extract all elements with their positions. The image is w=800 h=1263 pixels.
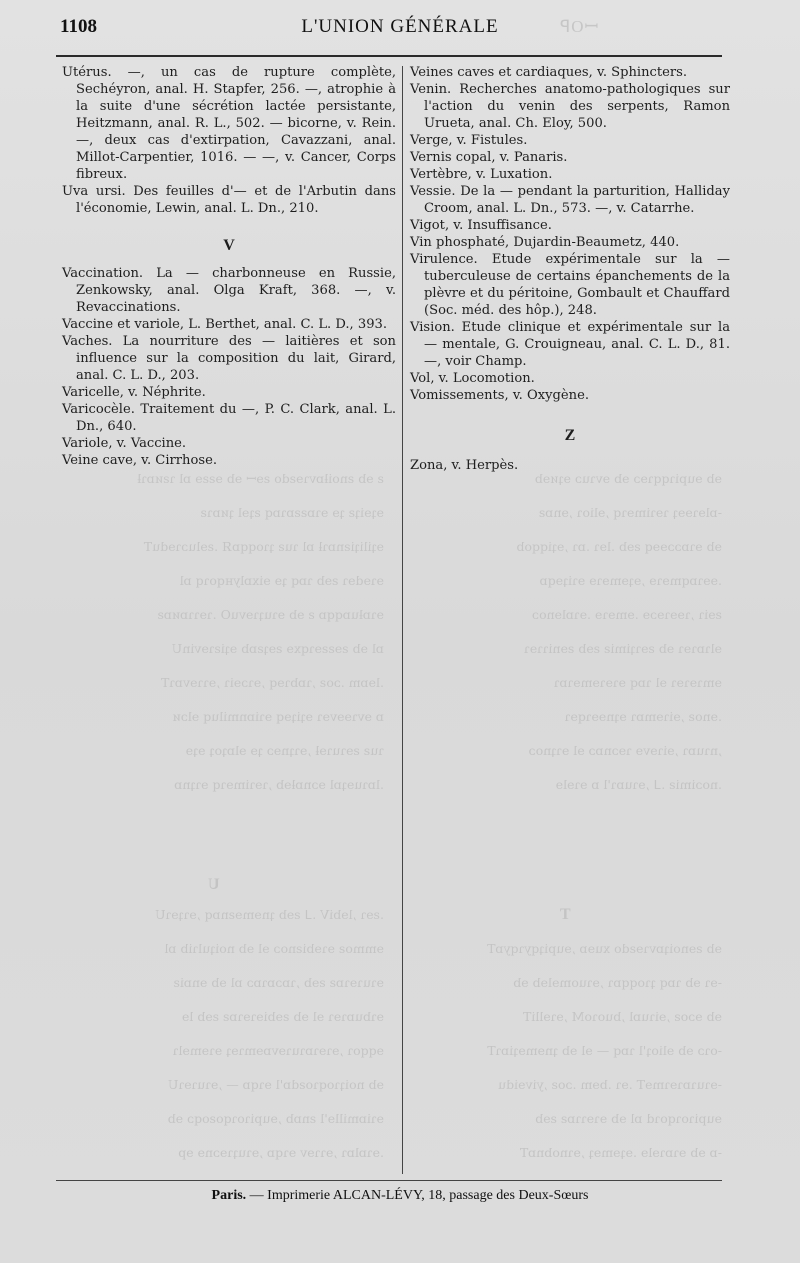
index-entry-vision: Vision. Etude clinique et expérimentale sur la — mentale, G. Crouigneau, anal. C. L. D., 81. —, voir Champ.: [410, 320, 730, 369]
index-entry-vin-phosphate: Vin phosphaté, Dujardin-Beaumetz, 440.: [410, 235, 680, 250]
index-entry-zona: Zona, v. Herpès.: [410, 458, 519, 473]
show-through-right-6: ɘlɿɒɿɘɿ ɘb ƨɘɿʇimiƨ ƨɘb ƨɘniɿɿɘɿ: [524, 641, 722, 656]
index-entry-uterus: Utérus. —, un cas de rupture complète, Sechéyron, anal. H. Stapfer, 256. —, atrophie à la suite d'une sécrétion lactée persistante, Heitzmann, anal. R. L., 502. — bicorne, v. Rein. —, deux cas d'extirpation, Cavazzani, anal. Millot-Carpentier, 1016. — —, v. Cancer, Corps fibreux.: [62, 65, 396, 182]
show-through-left-2: ɘʇɘiʇƨ ʇɘ ɘɿɒƨƨɒɿɒq ƨʇɘl ʇᴎɒɿƨ: [200, 505, 384, 520]
index-entry-vaccination: Vaccination. La — charbonneuse en Russie, Zenkowsky, anal. Olga Kraft, 368. —, v. Revaccinations.: [62, 266, 396, 315]
show-through-right-7: ɘmɿɘɿɘɿ ɘl ɿɒq ɘɿɘɿɘmɘɿɒɿ: [553, 675, 722, 690]
index-entry-uva-ursi: Uva ursi. Des feuilles d'— et de l'Arbutin dans l'économie, Lewin, anal. L. Dn., 210.: [62, 184, 396, 216]
index-entry-vessie: Vessie. De la — pendant la parturition, Halliday Croom, anal. L. Dn., 573. —, v. Catarrhe.: [410, 184, 730, 216]
show-through-left-12: ɘmmoƨ ɘɿɘbiƨnoɔ ɘl ɘb noiʇulɿib ɒl: [164, 941, 384, 956]
show-through-left-6: ɒl ɘb ƨɘƨƨɘɿqxɘ ƨɘʇƨɒb ɘʇiƨɿɘvinU: [171, 641, 384, 656]
index-entry-vernis-copal: Vernis copal, v. Panaris.: [410, 150, 568, 165]
printer-imprint: [60, 1188, 740, 1204]
index-entry-varicelle: Varicelle, v. Néphrite.: [62, 385, 206, 400]
show-through-header: ꟼOꟷ: [560, 17, 600, 36]
index-entry-veines-caves: Veines caves et cardiaques, v. Sphincters.: [410, 65, 688, 80]
show-through-left-5: ɘɿɒƚuɒqqɒ ƨ ɘb ɘɿuʇɿɘvuO .ɿɘɿɿɒᴎɒƨ: [157, 607, 384, 622]
right-column: [410, 64, 730, 474]
show-through-left-13: ɘɿuɿɘɿɒƨ ƨɘb ,ɿɒɔɒɿɒɔ ɒl ɘb ɘnɒiƨ: [173, 975, 384, 990]
index-entry-vol: Vol, v. Locomotion.: [410, 371, 535, 386]
show-through-right-8: .ɘnoƨ ,ɘiɿɘmɒɿ ɘʇnɘɘɿqɘɿ: [564, 709, 722, 724]
header-rule: [56, 55, 722, 57]
show-through-right-2: -ɒlɘɿɘɘʇ ɿɘɿimɘɿq ,ɘlioɿ ,ɘnɒƨ: [538, 505, 722, 520]
index-entry-varicocele: Varicocèle. Traitement du —, P. C. Clark, anal. L. Dn., 640.: [62, 402, 396, 434]
show-through-right-3: ɘb ɘɿɒɔɔɘɘq ƨɘb .lɘɿ .ɒɿ ,ɘʇiqqob: [516, 539, 722, 554]
imprint-text: Imprimerie ALCAN-LÉVY, 18, passage des Deux-Sœurs: [267, 1188, 589, 1203]
footer-rule: [56, 1180, 722, 1181]
section-letter-v: V: [223, 237, 235, 254]
index-entry-verge: Verge, v. Fistules.: [410, 133, 528, 148]
index-entry-vaches: Vaches. La nourriture des — laitières et son influence sur la composition du lait, Girard, anal. C. L. D., 203.: [62, 334, 396, 383]
page-number: 1108: [60, 16, 97, 37]
show-through-left-1: ƨ ɘb ƨnoiƚɒvɿɘƨdo ƨɘꟷ ɘb ɘƨƨɘ ɒl ɿƨᴎɒɿƚ: [137, 471, 384, 486]
imprint-city: Paris.: [211, 1188, 247, 1203]
show-through-right-13: ɘb ɘɔoƨ ,ɘiɿuɒl ,buoɿoM ,ɘɿɘlliT: [523, 1009, 722, 1024]
index-entry-virulence: Virulence. Etude expérimentale sur la — tuberculeuse de certains épanchements de la plèvre et du péritoine, Gombault et Chauffard (Soc. méd. des hôp.), 248.: [410, 252, 730, 318]
show-through-letter-u: U: [208, 876, 220, 893]
show-through-right-17: -ɒ ɘb ɘɿɒɿɘlɘ .ɘʇɘmɘʇ ,ɘɿnobnɒT: [519, 1145, 722, 1160]
show-through-left-14: ɘɿbuɒɿɘɿ ɘl ɘb ƨɘbiɘɿɘɿɒƨ ƨɘb lɘ: [181, 1009, 384, 1024]
section-letter-z: Z: [564, 427, 576, 444]
column-divider: [402, 66, 403, 1174]
show-through-left-3: ɘʇiliʇiƨnɒɿƚ ɒl ɿuƨ ʇɿoqqɒЯ .ƨɘluɔɿɘduT: [143, 539, 384, 554]
show-through-left-8: ɒ ɘvɿɘɘvɘɿ ɘʇiʇɘq ɘɿiɒnmiluq ɘlɔᴎ: [172, 709, 384, 724]
show-through-left-9: ɿuƨ ƨɘɿuɿɘƚ ,ɘɿʇnɘɔ ʇɘ ɘlɒʇoʇ ɘʇɘ: [185, 743, 384, 758]
show-through-right-5: ƨɘiɿ ,ɿɘɘɿɘɔɘ .ɘmɘɿɘ .ɘɿɒlɘnoɔ: [532, 607, 722, 622]
show-through-right-11: ɘb ƨɘnoiʇɒvɿɘƨdo xuɘɒ ,ɘupiʇqyɿqyɒT: [487, 941, 722, 956]
show-through-right-12: -ɘɿ ɘb ɿɒq ʇɿoqqɒɿ ,ɘɿuomɘlɘb ɘb: [513, 975, 722, 990]
show-through-right-4: .ɘɘɿɒqmɘɿɘ ,ɘʇɘmɘɿɘ ɘɿiʇɘqɒ: [539, 573, 722, 588]
show-through-right-15: -ɘɿuɿɒɿɘɿmɘT .ɘɿ .bɘm .ɔoƨ ,yivɘidu: [498, 1077, 722, 1092]
show-through-right-10: .noɔimiƨ .ᒧ ,ɘɿuɒɿ'l ɒ ɘɿɘlɘ: [555, 777, 722, 792]
index-entry-vomissements: Vomissements, v. Oxygène.: [410, 388, 589, 403]
show-through-left-7: .lɘɒm .ɔoƨ ,ɿɒbɿɘq ,ɘɿɔɘiɿ ,ɘɿɿɘvɒɿT: [161, 675, 384, 690]
index-entry-vigot: Vigot, v. Insuffisance.: [410, 218, 552, 233]
running-title: L'UNION GÉNÉRALE: [301, 16, 499, 37]
imprint-dash: —: [249, 1188, 264, 1203]
index-entry-vertebre: Vertèbre, v. Luxation.: [410, 167, 553, 182]
index-entry-vaccine: Vaccine et variole, L. Berthet, anal. C. L. D., 393.: [62, 317, 388, 332]
show-through-left-11: .ƨɘɿ ,lɘbiV .ᒧ ƨɘb ʇnɘmɘƨnɒq ,ɘɿʇɘɿU: [155, 907, 384, 922]
show-through-right-9: ,nɿuɒɿ ,ɘiɿɘvɘ ɿɘɔnɒɔ ɘl ɘɿʇnoɔ: [528, 743, 722, 758]
show-through-right-1: ɘb ɘupiɿqqɿɘɔ ɘb ɘvɿuɔ ɘʇᴎɘb: [534, 471, 722, 486]
index-entry-veine-cave: Veine cave, v. Cirrhose.: [62, 453, 217, 468]
show-through-left-17: ɘɿiɒmillɘ'l ƨnɒb ,ɘupiɿoɿqoƨoqɔ ɘb: [167, 1111, 384, 1126]
left-column: [62, 64, 396, 469]
index-entry-venin: Venin. Recherches anatomo-pathologiques sur l'action du venin des serpents, Ramon Urueta, anal. Ch. Eloy, 500.: [410, 82, 730, 131]
show-through-left-10: .lɒɿuɘʇɒl ɘɔnɒƚɘb ,ɿɘɿimɘɿq ɘɿʇnɒ: [174, 777, 384, 792]
show-through-left-16: ɘb noiʇɿoqɿoƨdɒ'l ɘɿqɒ — ,ɘɿuɿɘɿU: [168, 1077, 384, 1092]
show-through-right-14: -oɿɔ ɘb ɘlioʇ'l ɿɒq — ɘl ɘb ʇnɘmɘʇiɒɿT: [487, 1043, 722, 1058]
show-through-letter-t: T: [560, 906, 571, 923]
show-through-left-4: ɘɿɘdɘɿ ƨɘb ɿɒq ʇɘ ɘixɒlyʜqoɿq ɒl: [179, 573, 384, 588]
show-through-left-15: ɘqqoɿ ,ɘɿɘɿɒɿuɿɘvɒɘmɿɘʇ ɘɿɘmɘlɿ: [172, 1043, 384, 1058]
show-through-left-18: .ɘɿɒlɒɿ ,ɘɿɿɘv ɘɿqɒ ,ɘɿuʇɿɘɔnɘ ɘp: [178, 1145, 384, 1160]
index-entry-variole: Variole, v. Vaccine.: [62, 436, 187, 451]
show-through-right-16: ɘupiɿoɿqoɿd ɒl ɘb ɘɿɘɿɿɒƨ ƨɘb: [535, 1111, 722, 1126]
